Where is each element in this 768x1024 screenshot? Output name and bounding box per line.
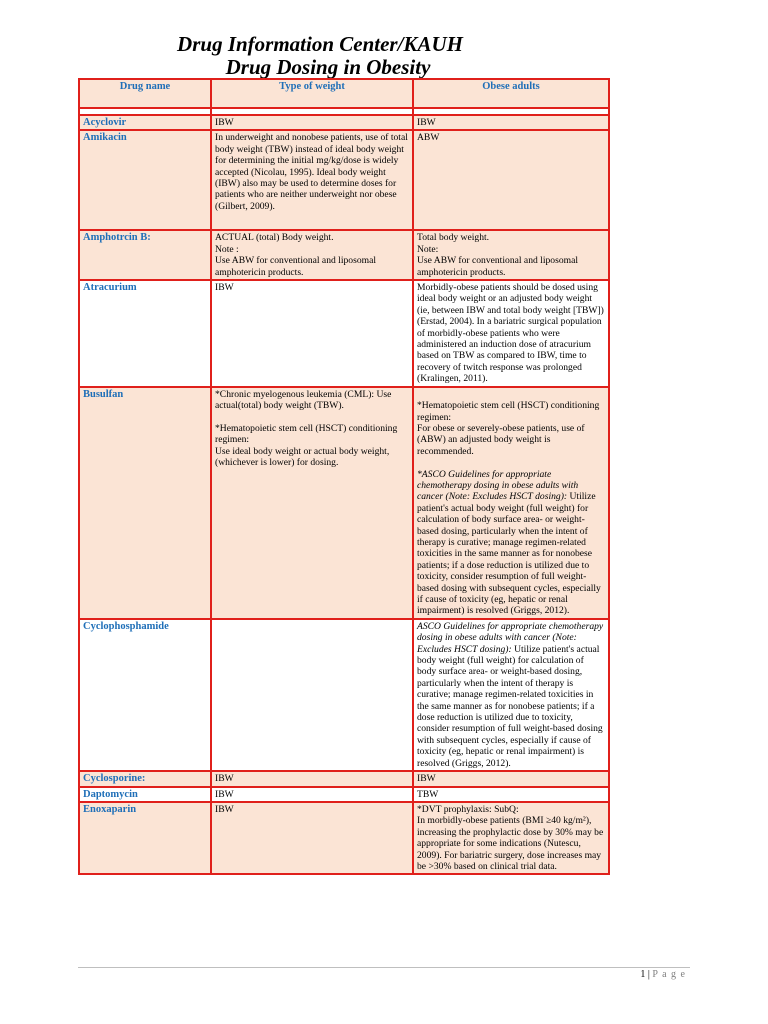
obese-adults-cell: TBW — [413, 787, 609, 802]
obese-adults-cell — [413, 387, 609, 619]
table-row — [79, 130, 609, 230]
drug-name-cell: Amphotrcin B: — [79, 230, 211, 280]
table-row — [79, 115, 609, 130]
table-spacer-row — [79, 108, 609, 115]
type-of-weight-cell: IBW — [211, 787, 413, 802]
table-header-row — [79, 79, 609, 108]
table-row — [79, 619, 609, 771]
asco-guideline-title: *ASCO Guidelines for appropriate chemotherapy dosing in obese adults with cancer (Note: Excludes HSCT dosing): — [417, 468, 579, 503]
asco-guideline-title: ASCO Guidelines for appropriate chemotherapy dosing in obese adults with cancer (Note: Excludes HSCT dosing): — [417, 620, 604, 655]
asco-guideline-text: Utilize patient's actual body weight (full weight) for calculation of body surface area- or weight-based dosing, particularly when the intent of therapy is curative; manage regimen-related toxicities in the same manner as for nonobese patients; if a dose reduction is utilized due to toxicity, consider resumption of full weight-based dosing with subsequent cycles, especially if cause of toxicity (eg, hepatic or renal impairment) is resolved (Griggs, 2012). — [417, 643, 603, 769]
asco-guideline-text: Utilize patient's actual body weight (full weight) for calculation of body surface area- or weight-based dosing, particularly when the intent of therapy is curative; manage regimen-related toxicities in the same manner as for nonobese patients; if a dose reduction is utilized due to toxicity, consider resumption of full weight-based dosing with subsequent cycles, especially if cause of toxicity (eg, hepatic or renal impairment) is resolved (Griggs, 2012). — [417, 491, 601, 617]
table-row — [79, 387, 609, 619]
drug-name-cell: Atracurium — [79, 280, 211, 387]
type-of-weight-cell: IBW — [211, 280, 413, 387]
drug-name-cell: Daptomycin — [79, 787, 211, 802]
drug-name-cell: Acyclovir — [79, 115, 211, 130]
table-row — [79, 230, 609, 280]
table-row — [79, 280, 609, 387]
document-subtitle: Drug Dosing in Obesity — [225, 55, 431, 79]
obese-adults-cell: *DVT prophylaxis: SubQ: In morbidly-obese patients (BMI ≥40 kg/m²), increasing the prophylactic dose by 30% may be appropriate for some indications (Nutescu, 2009). For bariatric surgery, dose increases may be >30% based on clinical trial data. — [413, 802, 609, 874]
drug-dosing-table — [78, 78, 610, 875]
drug-name-cell: Amikacin — [79, 130, 211, 230]
footer-divider — [78, 967, 690, 968]
type-of-weight-cell: ACTUAL (total) Body weight. Note : Use ABW for conventional and liposomal amphotericin products. — [211, 230, 413, 280]
type-of-weight-cell: In underweight and nonobese patients, use of total body weight (TBW) instead of ideal body weight for determining the initial mg/kg/dose is widely accepted (Nicolau, 1995). Ideal body weight (IBW) also may be used to determine doses for patients who are neither underweight nor obese (Gilbert, 2009). — [211, 130, 413, 230]
column-header-obese-adults: Obese adults — [413, 79, 609, 108]
type-of-weight-cell: IBW — [211, 802, 413, 874]
hsct-note: *Hematopoietic stem cell (HSCT) conditioning regimen: For obese or severely-obese patients, use of (ABW) an adjusted body weight is recommended. — [417, 400, 600, 457]
obese-adults-cell — [413, 619, 609, 771]
table-row — [79, 771, 609, 786]
table-row — [79, 787, 609, 802]
obese-adults-cell: IBW — [413, 115, 609, 130]
obese-adults-cell: ABW — [413, 130, 609, 230]
type-of-weight-cell — [211, 619, 413, 771]
page-separator: | — [647, 969, 650, 980]
obese-adults-cell: IBW — [413, 771, 609, 786]
drug-name-cell: Cyclosporine: — [79, 771, 211, 786]
drug-name-cell: Enoxaparin — [79, 802, 211, 874]
type-of-weight-cell: IBW — [211, 771, 413, 786]
drug-name-cell: Cyclophosphamide — [79, 619, 211, 771]
obese-adults-cell: Morbidly-obese patients should be dosed using ideal body weight or an adjusted body weight (ie, between IBW and total body weight [TBW]) (Erstad, 2004). In a bariatric surgical population of morbidly-obese patients who were administered an induction dose of atracurium based on TBW as compared to IBW, time to recovery of twitch response was prolonged (Kralingen, 2011). — [413, 280, 609, 387]
obese-adults-cell: Total body weight. Note: Use ABW for conventional and liposomal amphotericin products. — [413, 230, 609, 280]
column-header-drug-name: Drug name — [79, 79, 211, 108]
page-footer — [640, 969, 686, 980]
table-row — [79, 802, 609, 874]
document-title: Drug Information Center/KAUH — [177, 32, 463, 56]
page-label: P a g e — [652, 969, 686, 980]
type-of-weight-cell: *Chronic myelogenous leukemia (CML): Use actual(total) body weight (TBW). *Hematopoietic stem cell (HSCT) conditioning regimen: Use ideal body weight or actual body weight, (whichever is lower) for dosing. — [211, 387, 413, 619]
type-of-weight-cell: IBW — [211, 115, 413, 130]
column-header-type-of-weight: Type of weight — [211, 79, 413, 108]
page-number: 1 — [640, 969, 646, 980]
drug-name-cell: Busulfan — [79, 387, 211, 619]
